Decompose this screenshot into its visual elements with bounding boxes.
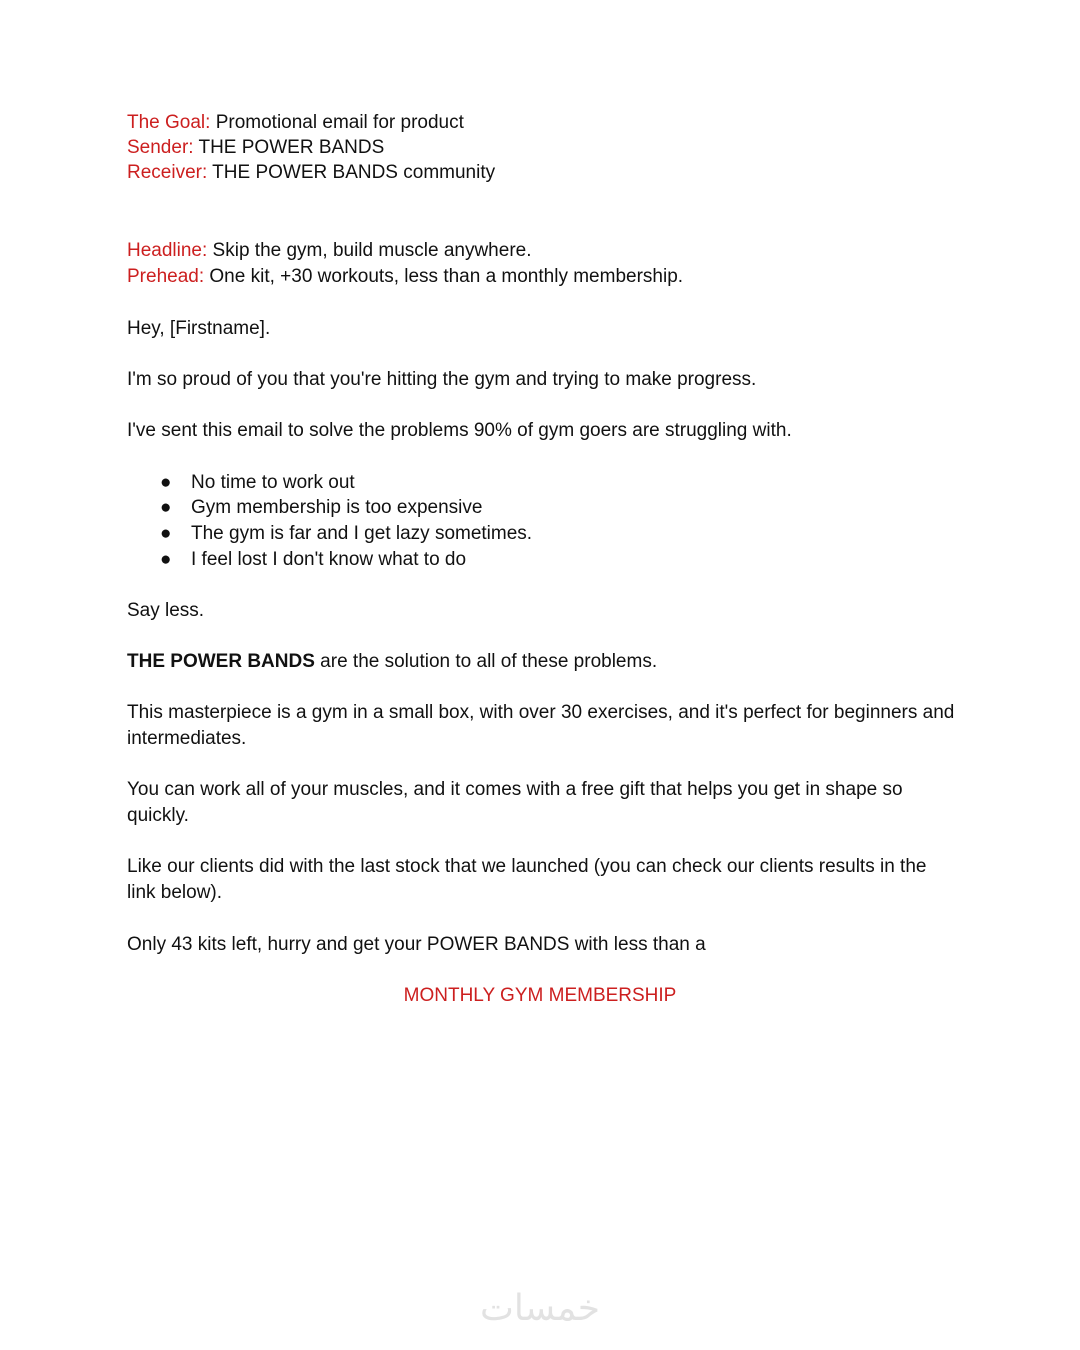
- paragraph: Like our clients did with the last stock that we launched (you can check our clients results in the link below).: [127, 856, 927, 903]
- greeting: Hey, [Firstname].: [127, 318, 271, 339]
- list-item-text: The gym is far and I get lazy sometimes.: [191, 523, 533, 544]
- meta-label: The Goal:: [127, 112, 211, 133]
- meta-value: Promotional email for product: [210, 112, 464, 133]
- paragraph: I've sent this email to solve the problems 90% of gym goers are struggling with.: [127, 420, 792, 441]
- paragraph: Only 43 kits left, hurry and get your POWER BANDS with less than a: [127, 934, 706, 955]
- bullet-icon: ●: [160, 549, 172, 570]
- list-item-text: No time to work out: [191, 472, 355, 493]
- list-item: [160, 495, 482, 520]
- watermark-logo: خمسات: [479, 1288, 601, 1329]
- prehead: [127, 264, 683, 289]
- meta-value: THE POWER BANDS community: [207, 162, 496, 183]
- meta-label: Sender:: [127, 137, 194, 158]
- paragraph: This masterpiece is a gym in a small box, with over 30 exercises, and it's perfect for beginners and intermediates.: [127, 702, 955, 749]
- list-item: [160, 547, 466, 572]
- meta-receiver: [127, 160, 495, 185]
- bullet-icon: ●: [160, 497, 172, 518]
- list-item: [160, 521, 532, 546]
- list-item-text: Gym membership is too expensive: [191, 497, 483, 518]
- brand-name: THE POWER BANDS: [127, 651, 315, 672]
- list-item-text: I feel lost I don't know what to do: [191, 549, 467, 570]
- bullet-icon: ●: [160, 472, 172, 493]
- meta-goal: [127, 110, 464, 135]
- headline-value: Skip the gym, build muscle anywhere.: [207, 240, 532, 261]
- paragraph: I'm so proud of you that you're hitting the gym and trying to make progress.: [127, 369, 757, 390]
- prehead-label: Prehead:: [127, 266, 205, 287]
- paragraph: [127, 649, 657, 674]
- paragraph-text: are the solution to all of these problems.: [314, 651, 658, 672]
- meta-sender: [127, 135, 384, 160]
- headline: [127, 238, 532, 263]
- meta-value: THE POWER BANDS: [193, 137, 385, 158]
- paragraph: You can work all of your muscles, and it comes with a free gift that helps you get in shape so quickly.: [127, 779, 903, 826]
- headline-label: Headline:: [127, 240, 208, 261]
- bullet-icon: ●: [160, 523, 172, 544]
- prehead-value: One kit, +30 workouts, less than a monthly membership.: [204, 266, 684, 287]
- paragraph: Say less.: [127, 600, 205, 621]
- list-item: [160, 470, 355, 495]
- meta-label: Receiver:: [127, 162, 208, 183]
- cta-text: MONTHLY GYM MEMBERSHIP: [403, 985, 677, 1006]
